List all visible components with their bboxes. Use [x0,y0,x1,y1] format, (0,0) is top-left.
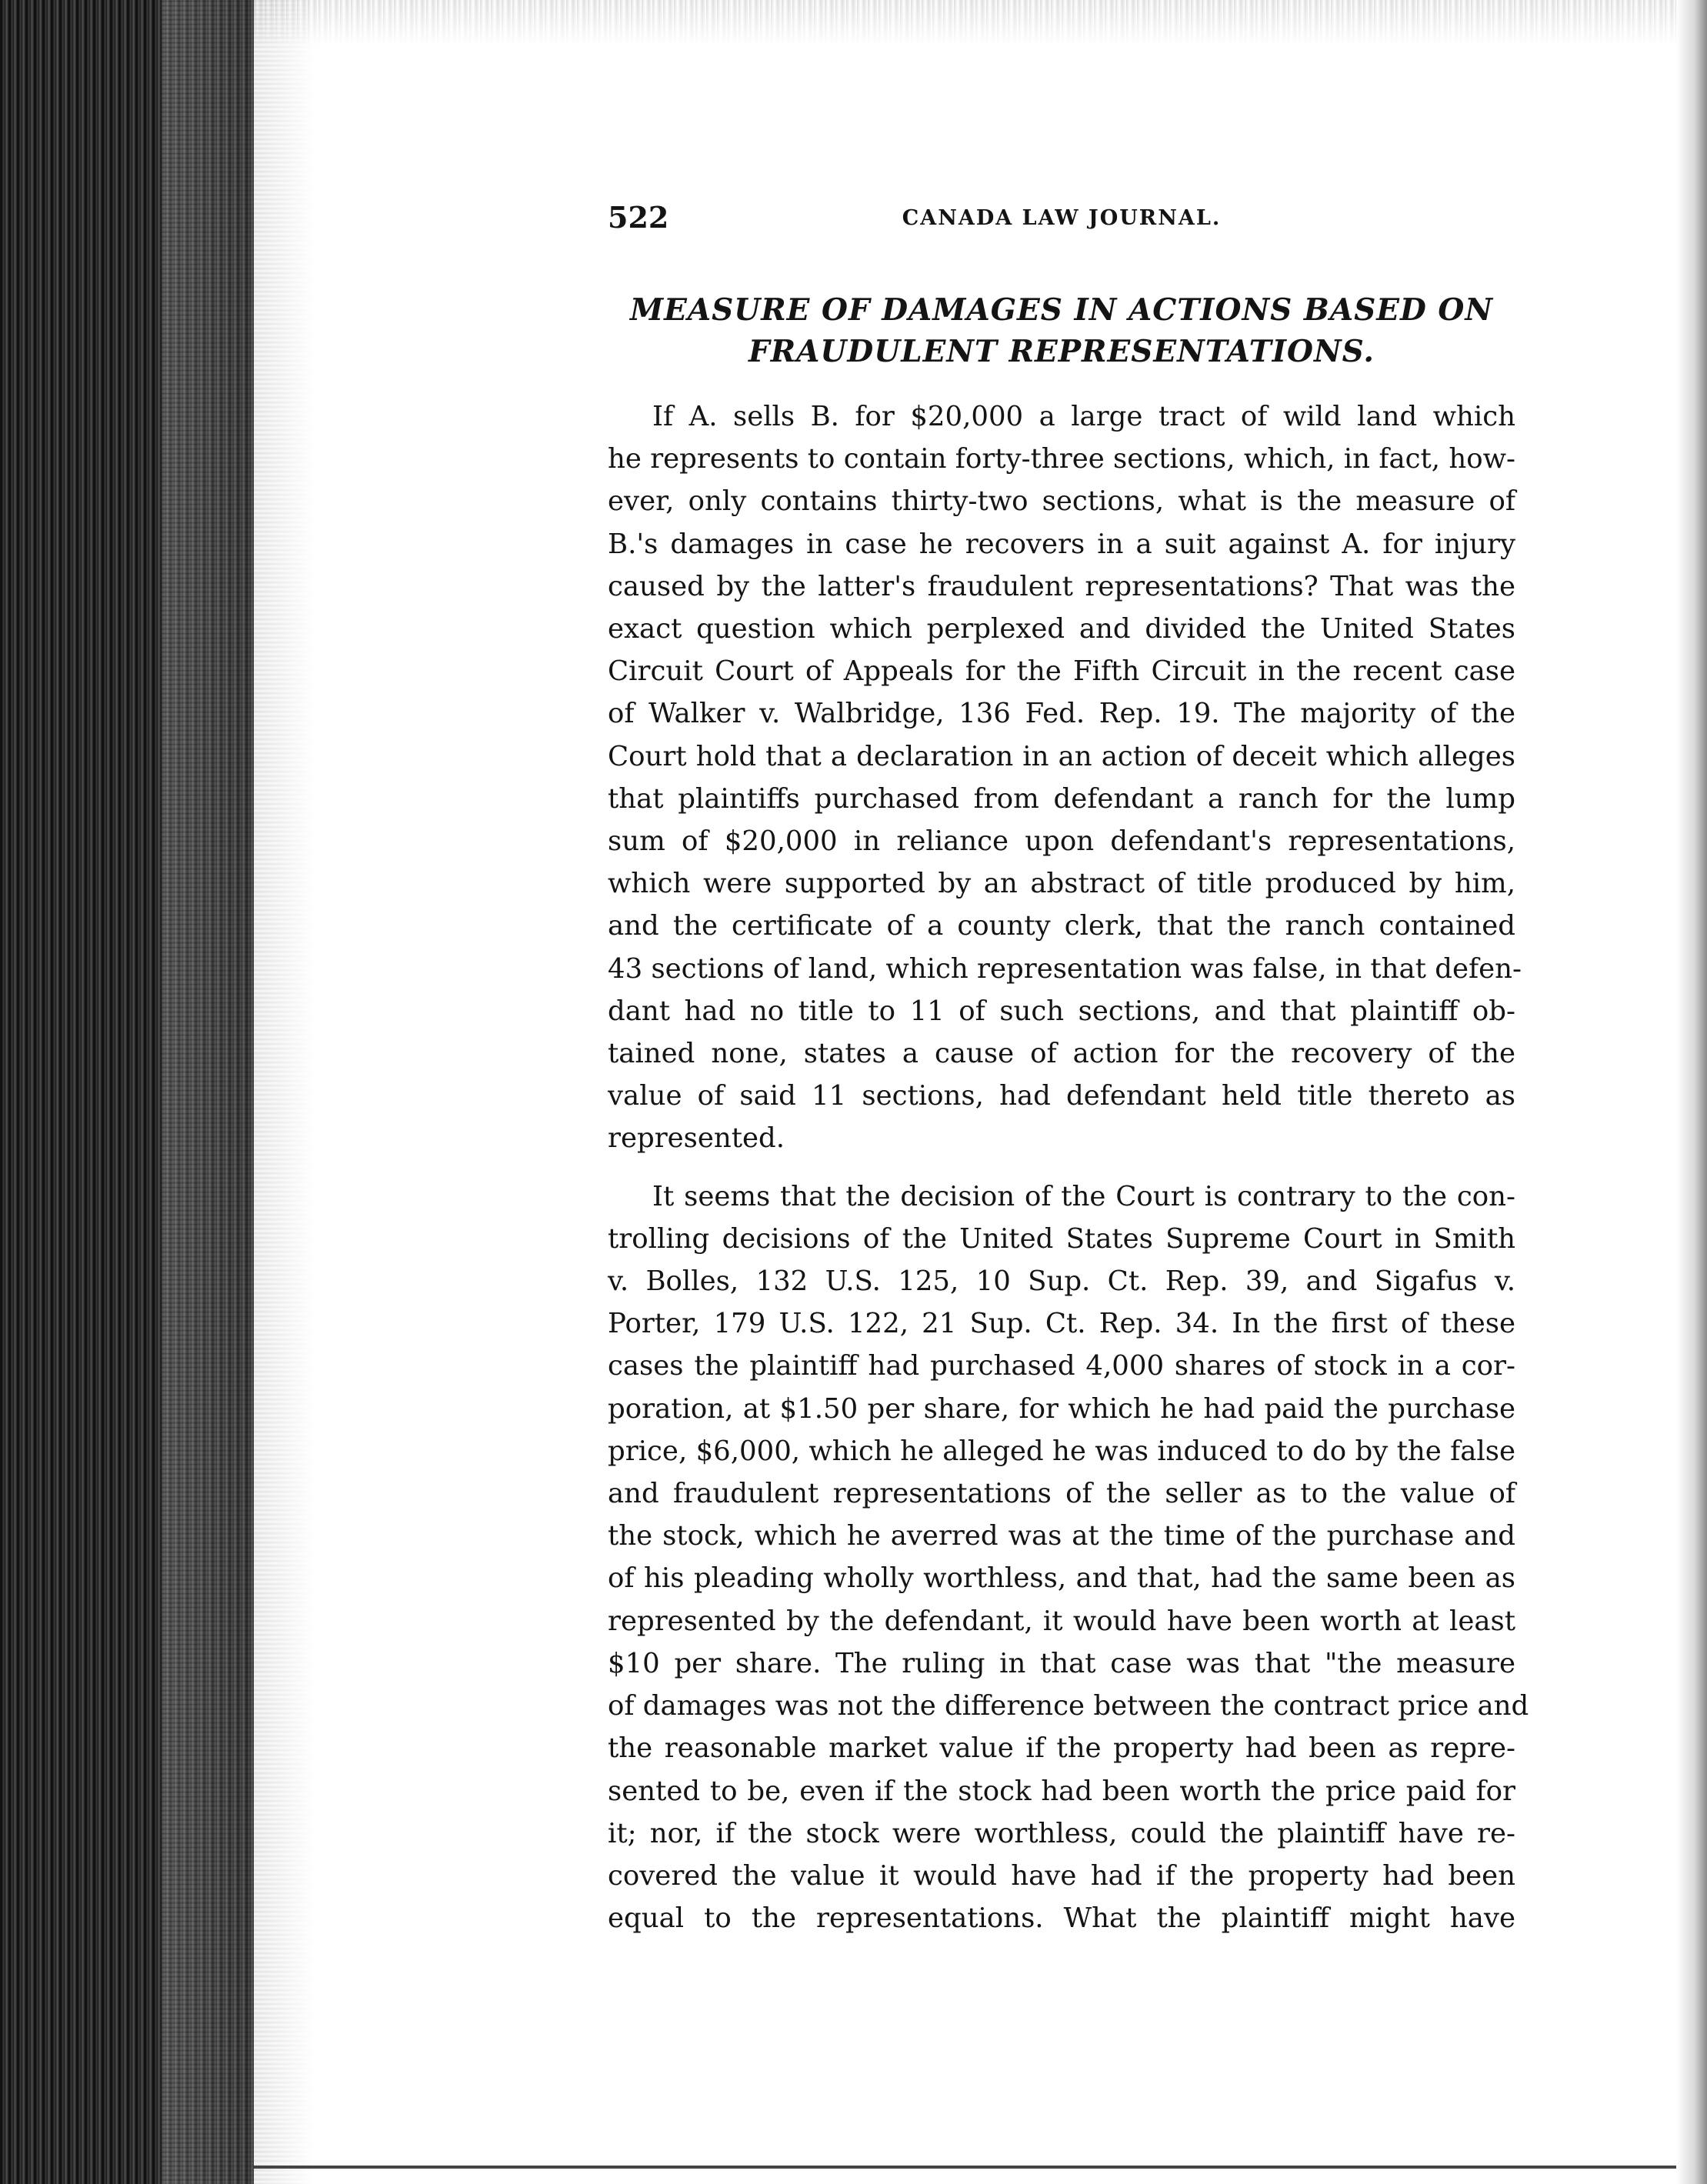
text-line: ever, only contains thirty-two sections, what is the measure of [608,485,1515,518]
text-line: tained none, states a cause of action for the recovery of the [608,1038,1515,1070]
text-line: Porter, 179 U.S. 122, 21 Sup. Ct. Rep. 34. In the first of these [608,1308,1515,1340]
article-body [608,395,1529,1939]
text-line: sum of $20,000 in reliance upon defendant's representations, [608,825,1515,858]
text-line: that plaintiffs purchased from defendant a ranch for the lump [608,782,1515,815]
text-line: and fraudulent representations of the seller as to the value of [608,1478,1515,1510]
text-line: dant had no title to 11 of such sections, and that plaintiff ob- [608,995,1515,1027]
text-line: represented by the defendant, it would have been worth at least [608,1605,1515,1637]
page-body [608,200,1529,1939]
text-line: value of said 11 sections, had defendant held title thereto as [608,1080,1515,1112]
text-line: he represents to contain forty-three sections, which, in fact, how- [608,443,1515,475]
text-line: 43 sections of land, which representation was false, in that defen- [608,952,1522,985]
text-line: the stock, which he averred was at the time of the purchase and [608,1520,1515,1552]
paragraph [608,395,1522,1160]
article-title-line-2: FRAUDULENT REPRESENTATIONS. [748,334,1375,369]
text-line: trolling decisions of the United States Supreme Court in Smith [608,1222,1515,1255]
text-line: which were supported by an abstract of title produced by him, [608,868,1515,900]
text-line: $10 per share. The ruling in that case was that "the measure [608,1647,1515,1679]
page-edge [1676,0,1707,2184]
text-line: covered the value it would have had if the property had been [608,1859,1515,1892]
running-head: CANADA LAW JOURNAL. [902,206,1222,230]
scan-noise-top [254,0,1676,46]
text-line: caused by the latter's fraudulent representations? That was the [608,570,1515,602]
page-number: 522 [608,200,669,235]
text-line: of Walker v. Walbridge, 136 Fed. Rep. 19. The majority of the [608,698,1515,730]
text-line: poration, at $1.50 per share, for which he had paid the purchase [608,1392,1515,1425]
gutter-shadow [162,0,315,2184]
text-line: it; nor, if the stock were worthless, could the plaintiff have re- [608,1817,1515,1849]
text-line: of damages was not the difference between the contract price and [608,1690,1529,1722]
text-line: price, $6,000, which he alleged he was induced to do by the false [608,1435,1515,1467]
text-line: equal to the representations. What the plaintiff might have [608,1902,1515,1935]
text-line: v. Bolles, 132 U.S. 125, 10 Sup. Ct. Rep. 39, and Sigafus v. [608,1265,1515,1298]
text-line: cases the plaintiff had purchased 4,000 shares of stock in a cor- [608,1350,1515,1382]
text-line: of his pleading wholly worthless, and that, had the same been as [608,1562,1515,1595]
scan-bottom-edge [254,2166,1676,2169]
text-line: It seems that the decision of the Court is contrary to the con- [652,1180,1515,1212]
text-line: Court hold that a declaration in an action of deceit which alleges [608,740,1515,772]
article-title [608,289,1515,372]
page-header [608,200,1515,246]
text-line: If A. sells B. for $20,000 a large tract of wild land which [652,401,1515,432]
text-line: the reasonable market value if the property had been as repre- [608,1732,1515,1765]
text-line: and the certificate of a county clerk, that the ranch contained [608,910,1515,942]
text-line: represented. [608,1122,785,1155]
paragraph [608,1175,1529,1940]
text-line: sented to be, even if the stock had been worth the price paid for [608,1775,1515,1807]
article-title-line-1: MEASURE OF DAMAGES IN ACTIONS BASED ON [629,292,1494,328]
text-line: exact question which perplexed and divided the United States [608,613,1515,645]
text-line: Circuit Court of Appeals for the Fifth Circuit in the recent case [608,655,1515,688]
text-line: B.'s damages in case he recovers in a suit against A. for injury [608,528,1515,560]
